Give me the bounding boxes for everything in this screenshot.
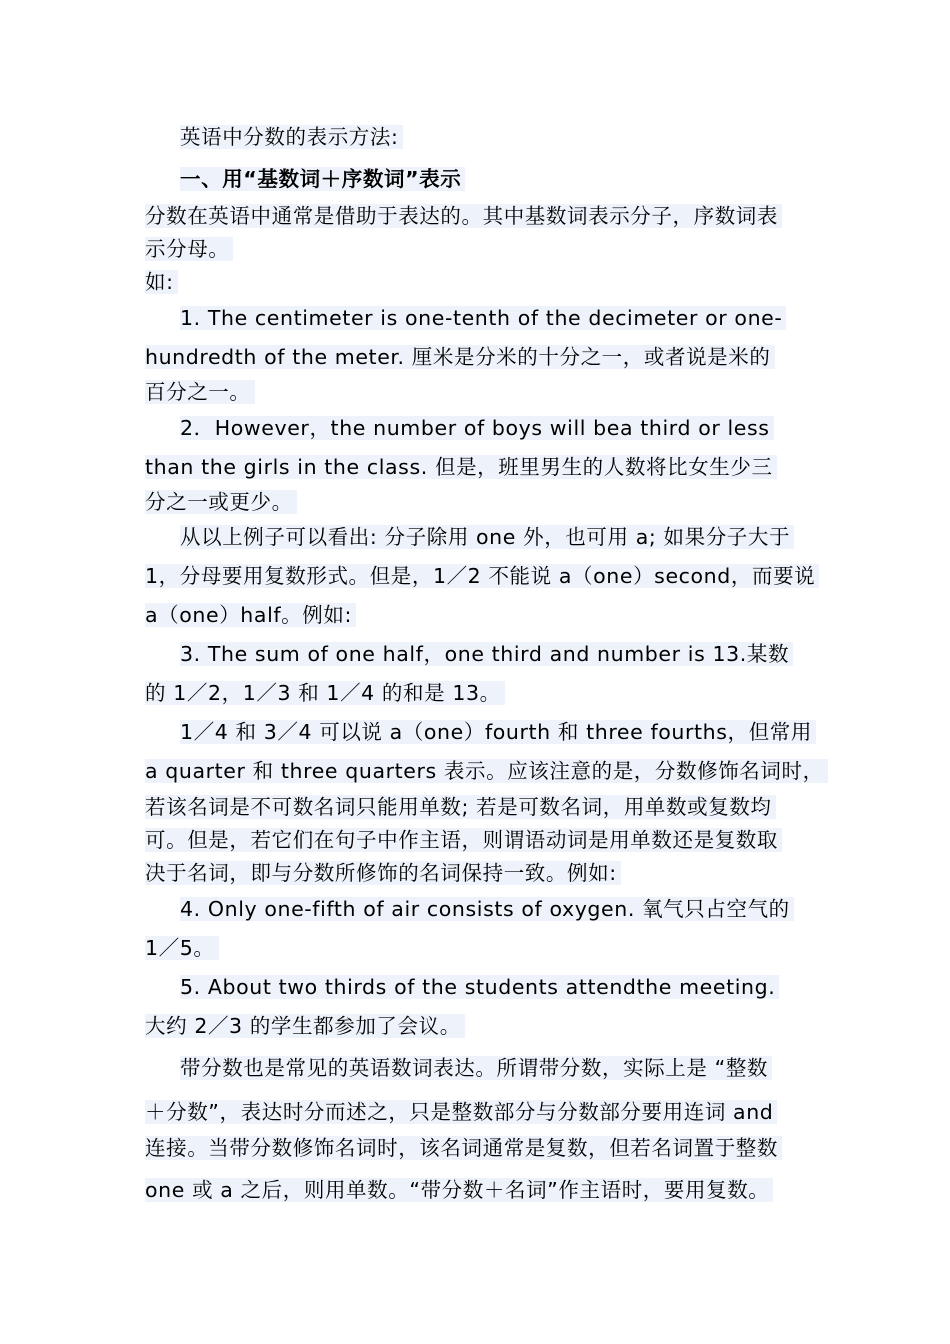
example-line: hundredth of the meter. 厘米是分米的十分之一，或者说是米的: [145, 342, 775, 372]
example-line: 的 1／2，1／3 和 1／4 的和是 13。: [145, 678, 505, 708]
document-title: 英语中分数的表示方法:: [180, 122, 403, 152]
example-line: 分之一或更少。: [145, 487, 297, 517]
text-line: 可。但是，若它们在句子中作主语，则谓语动词是用单数还是复数取: [145, 825, 782, 855]
example-line: 4. Only one-fifth of air consists of oxygen. 氧气只占空气的: [180, 894, 794, 924]
example-line: 大约 2／3 的学生都参加了会议。: [145, 1011, 465, 1041]
text-line: 示分母。: [145, 234, 233, 264]
text-line: ＋分数”，表达时分而述之，只是整数部分与分数部分要用连词 and: [145, 1097, 777, 1127]
text-line: 1／4 和 3／4 可以说 a（one）fourth 和 three fourths，但常用: [180, 717, 816, 747]
example-line: 3. The sum of one half，one third and number is 13.某数: [180, 639, 793, 669]
text-line: 1，分母要用复数形式。但是，1／2 不能说 a（one）second，而要说: [145, 561, 819, 591]
text-line: a（one）half。例如:: [145, 600, 356, 630]
example-line: 1／5。: [145, 933, 219, 963]
text-line: 如:: [145, 267, 178, 297]
text-line: 带分数也是常见的英语数词表达。所谓带分数，实际上是 “整数: [180, 1053, 772, 1083]
text-line: 连接。当带分数修饰名词时，该名词通常是复数，但若名词置于整数: [145, 1133, 782, 1163]
text-line: 决于名词，即与分数所修饰的名词保持一致。例如:: [145, 858, 621, 888]
example-line: 2．However，the number of boys will bea third or less: [180, 413, 774, 443]
example-line: 1. The centimeter is one-tenth of the decimeter or one-: [180, 303, 786, 333]
text-line: a quarter 和 three quarters 表示。应该注意的是，分数修饰名词时，: [145, 756, 828, 786]
text-line: 从以上例子可以看出: 分子除用 one 外，也可用 a; 如果分子大于: [180, 522, 794, 552]
text-line: one 或 a 之后，则用单数。“带分数＋名词”作主语时，要用复数。: [145, 1175, 773, 1205]
example-line: 百分之一。: [145, 377, 255, 407]
example-line: 5. About two thirds of the students attendthe meeting.: [180, 972, 779, 1002]
text-line: 分数在英语中通常是借助于表达的。其中基数词表示分子，序数词表: [145, 201, 782, 231]
example-line: than the girls in the class. 但是，班里男生的人数将比女生少三: [145, 452, 777, 482]
text-line: 若该名词是不可数名词只能用单数; 若是可数名词，用单数或复数均: [145, 792, 776, 822]
section-heading: 一、用“基数词＋序数词”表示: [180, 164, 465, 194]
